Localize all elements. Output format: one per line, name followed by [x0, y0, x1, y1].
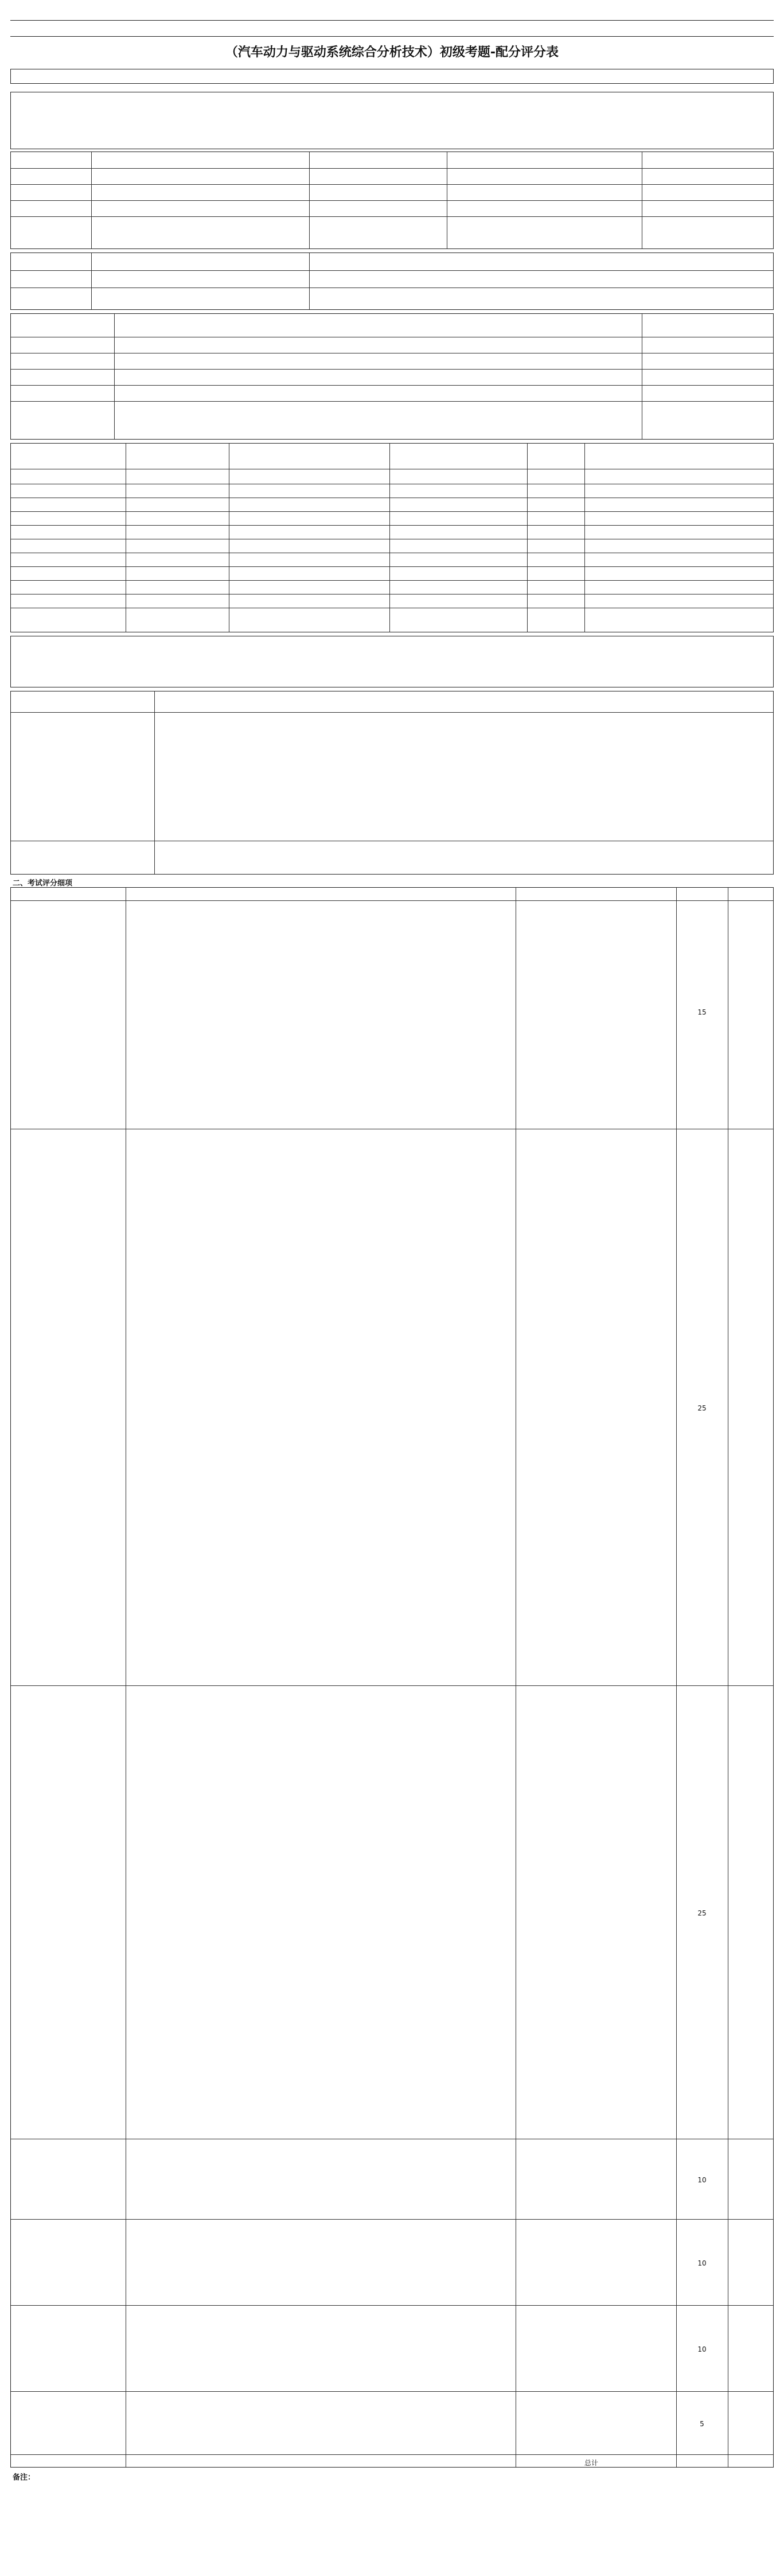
assessment-project-bar — [10, 69, 774, 84]
remarks-block — [13, 2482, 770, 2569]
vehicle-fault-info-block — [10, 636, 774, 687]
document-title: （汽车动力与驱动系统综合分析技术）初级考题-配分评分表 — [225, 45, 559, 60]
exam-info-row-1 — [10, 6, 774, 21]
exam-info-row-2 — [10, 22, 774, 37]
score-value: 25 — [697, 1909, 707, 1917]
scoring-detail-table — [10, 887, 774, 2468]
score-value: 15 — [697, 1008, 707, 1016]
vehicle-info-table — [10, 151, 774, 249]
score-value: 25 — [697, 1404, 707, 1412]
vehicle-selection-block — [10, 92, 774, 149]
total-label: 总计 — [584, 2459, 599, 2467]
manuals-usage-table — [10, 313, 774, 440]
score-value: 10 — [697, 2176, 707, 2184]
score-value: 10 — [697, 2259, 707, 2267]
section-two-heading: 二、考试评分细项 — [13, 879, 73, 888]
score-value: 5 — [700, 2420, 704, 2428]
vehicle-setup-table — [10, 691, 774, 875]
bench-info-table — [10, 252, 774, 310]
remarks-heading: 备注： — [13, 2473, 36, 2482]
score-value: 10 — [697, 2345, 707, 2353]
equipment-usage-table — [10, 443, 774, 632]
